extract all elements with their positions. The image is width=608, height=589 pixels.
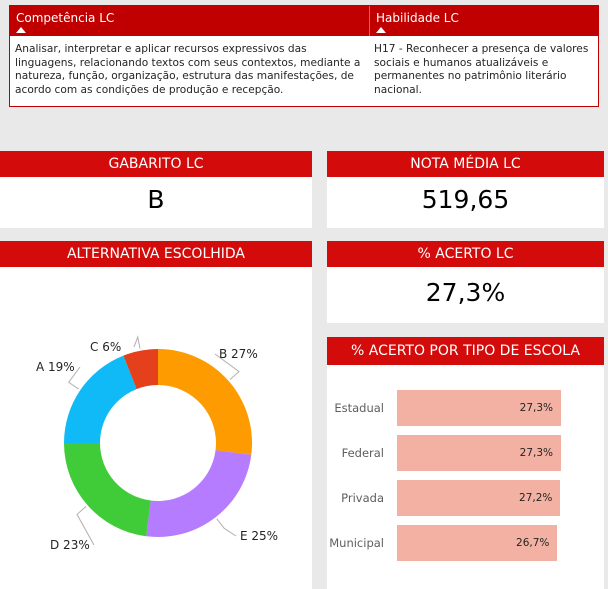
- card-title: GABARITO LC: [0, 151, 312, 177]
- bar-category-label: Municipal: [329, 536, 384, 550]
- bar-row: [327, 480, 604, 516]
- slice-label-b: B 27%: [219, 347, 258, 361]
- bar-row: [327, 435, 604, 471]
- bar-value-label: 27,3%: [519, 402, 553, 414]
- column-header-label: Habilidade LC: [376, 11, 459, 25]
- donut-slice-b[interactable]: [158, 349, 252, 455]
- competencia-text: Analisar, interpretar e aplicar recursos expressivos das linguagens, relacionando textos com seus contextos, mediante a natureza, função, organização, estrutura das manifestações, de acordo com as condições de produção e recepção.: [15, 43, 361, 96]
- card-title: % ACERTO POR TIPO DE ESCOLA: [327, 337, 604, 365]
- bar-row: [327, 525, 604, 561]
- slice-label-a: A 19%: [36, 360, 75, 374]
- bar-privada[interactable]: [397, 480, 560, 516]
- column-header-label: Competência LC: [16, 11, 115, 25]
- bar-category-label: Estadual: [334, 401, 384, 415]
- gabarito-card: [0, 151, 312, 228]
- sort-ascending-icon[interactable]: [376, 27, 386, 33]
- leader-line: [134, 337, 140, 349]
- slice-label-d: D 23%: [50, 538, 90, 552]
- acerto-card: [327, 241, 604, 323]
- bar-category-label: Privada: [341, 491, 384, 505]
- bar-category-label: Federal: [341, 446, 384, 460]
- card-title: ALTERNATIVA ESCOLHIDA: [0, 241, 312, 267]
- bar-chart[interactable]: [327, 390, 604, 570]
- column-header-competencia[interactable]: [10, 6, 369, 36]
- bar-municipal[interactable]: [397, 525, 557, 561]
- card-title: NOTA MÉDIA LC: [327, 151, 604, 177]
- donut-slice-d[interactable]: [64, 443, 151, 536]
- nota-media-card: [327, 151, 604, 228]
- gabarito-value: B: [147, 185, 165, 214]
- slice-label-e: E 25%: [240, 529, 279, 543]
- donut-slice-a[interactable]: [64, 356, 137, 443]
- info-table: [9, 5, 599, 107]
- nota-media-value: 519,65: [421, 185, 510, 214]
- info-table-header: [10, 6, 598, 36]
- bar-value-label: 27,2%: [519, 492, 553, 504]
- leader-line: [217, 519, 236, 536]
- bar-estadual[interactable]: [397, 390, 561, 426]
- donut-chart[interactable]: [0, 267, 312, 589]
- bar-row: [327, 390, 604, 426]
- card-title: % ACERTO LC: [327, 241, 604, 267]
- bar-federal[interactable]: [397, 435, 561, 471]
- sort-ascending-icon[interactable]: [16, 27, 26, 33]
- acerto-value: 27,3%: [425, 278, 506, 307]
- habilidade-text: H17 - Reconhecer a presença de valores sociais e humanos atualizáveis e permanentes no patrimônio literário nacional.: [374, 43, 589, 96]
- alternativa-card: [0, 241, 312, 589]
- bar-value-label: 27,3%: [519, 447, 553, 459]
- slice-label-c: C 6%: [90, 340, 122, 354]
- column-header-habilidade[interactable]: [369, 6, 599, 36]
- escola-card: [327, 337, 604, 589]
- donut-slice-e[interactable]: [146, 450, 251, 537]
- bar-value-label: 26,7%: [516, 537, 550, 549]
